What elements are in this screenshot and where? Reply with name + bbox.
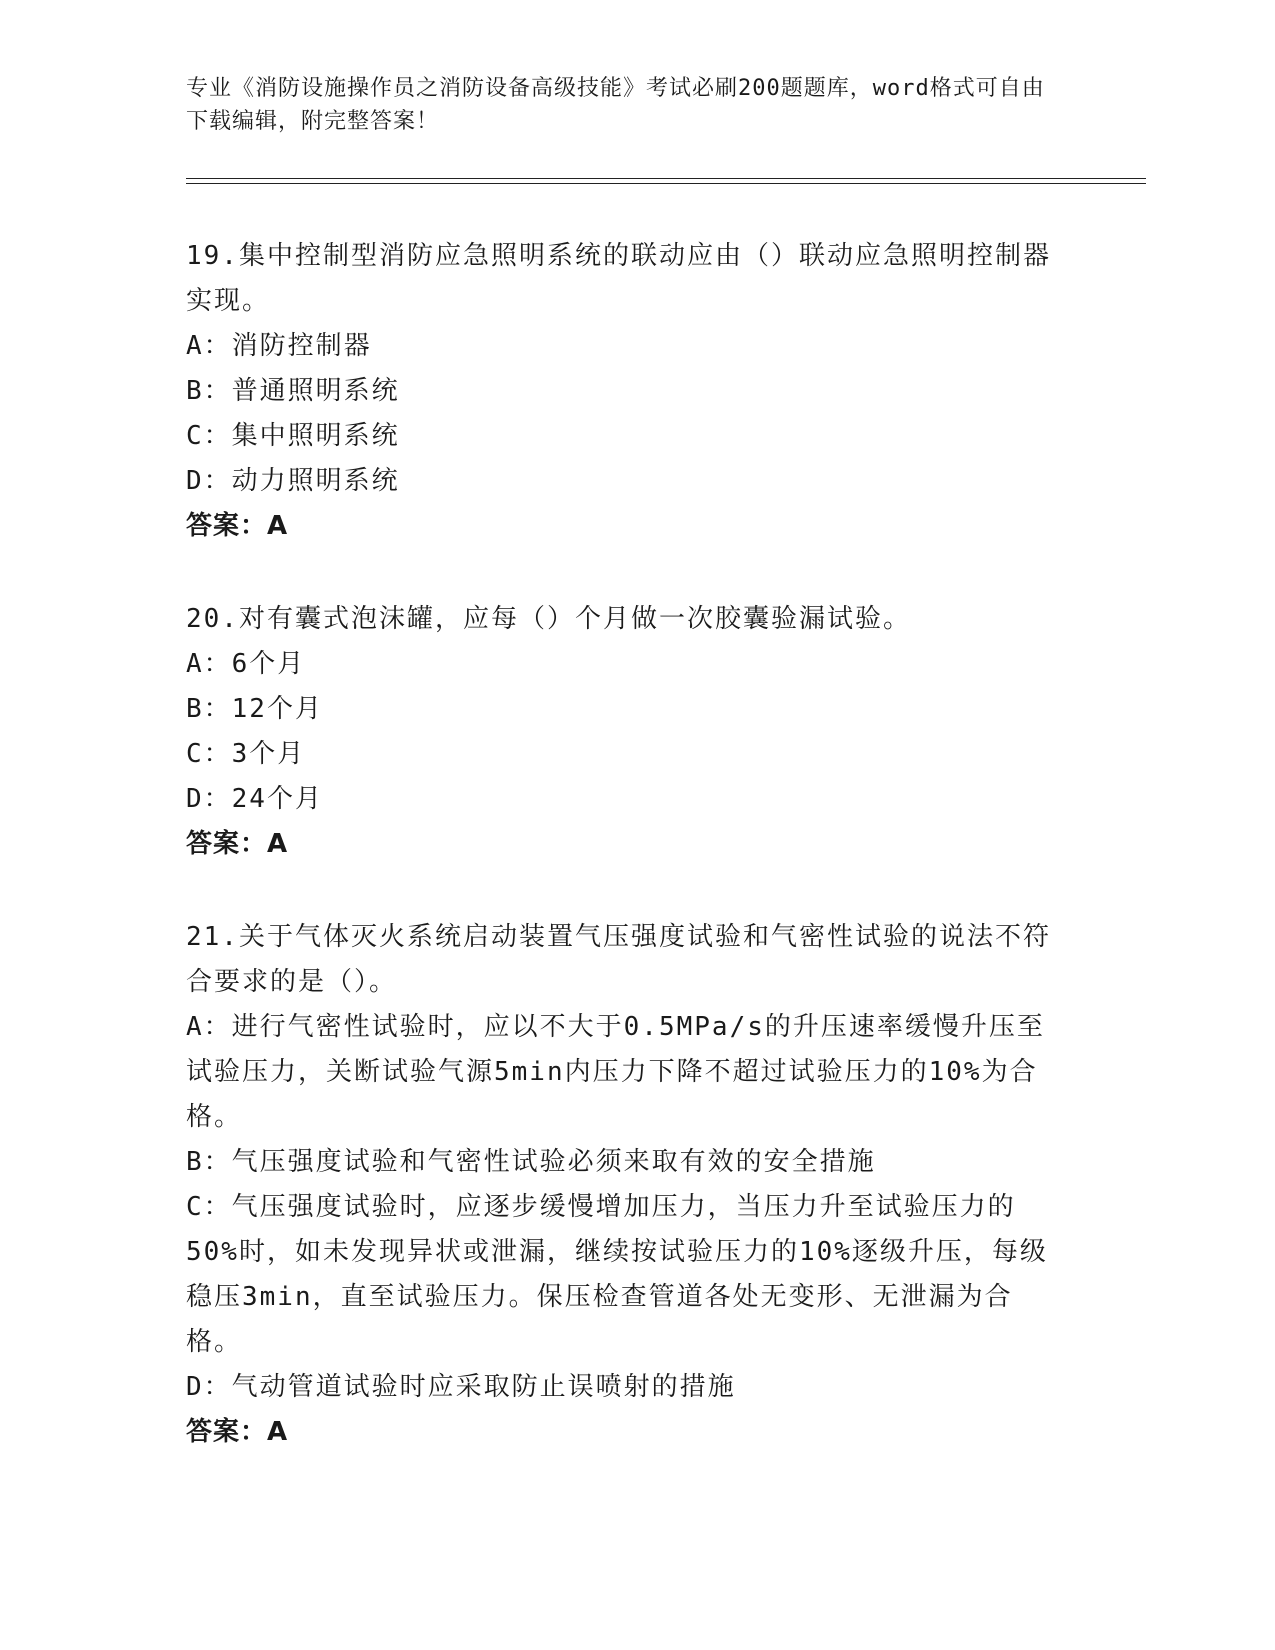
answer: 答案：A xyxy=(186,511,289,541)
option-a: A：6个月 xyxy=(186,649,306,679)
answer: 答案：A xyxy=(186,1417,289,1447)
option-c: C：3个月 xyxy=(186,739,306,769)
option-b: B：气压强度试验和气密性试验必须来取有效的安全措施 xyxy=(186,1147,876,1177)
answer: 答案：A xyxy=(186,829,289,859)
option-b: B：12个月 xyxy=(186,694,323,724)
option-c: C：集中照明系统 xyxy=(186,421,400,451)
question-stem: 21.关于气体灭火系统启动装置气压强度试验和气密性试验的说法不符合要求的是（）。 xyxy=(186,922,1051,997)
header-divider xyxy=(186,178,1146,184)
option-d: D：动力照明系统 xyxy=(186,466,400,496)
question-stem: 20.对有囊式泡沫罐，应每（）个月做一次胶囊验漏试验。 xyxy=(186,604,911,634)
option-c: C：气压强度试验时，应逐步缓慢增加压力，当压力升至试验压力的50%时，如未发现异状或泄漏，继续按试验压力的10%逐级升压，每级稳压3min，直至试验压力。保压检查管道各处无变形、无泄漏为合格。 xyxy=(186,1192,1048,1357)
question-21 xyxy=(186,915,1066,1455)
option-a: A：消防控制器 xyxy=(186,331,372,361)
option-a: A：进行气密性试验时，应以不大于0.5MPa/s的升压速率缓慢升压至试验压力，关断试验气源5min内压力下降不超过试验压力的10%为合格。 xyxy=(186,1012,1045,1132)
option-b: B：普通照明系统 xyxy=(186,376,400,406)
question-stem: 19.集中控制型消防应急照明系统的联动应由（）联动应急照明控制器实现。 xyxy=(186,241,1051,316)
document-header: 专业《消防设施操作员之消防设备高级技能》考试必刷200题题库，word格式可自由下载编辑，附完整答案！ xyxy=(186,76,1045,134)
option-d: D：24个月 xyxy=(186,784,323,814)
question-19 xyxy=(186,234,1066,549)
option-d: D：气动管道试验时应采取防止误喷射的措施 xyxy=(186,1372,736,1402)
question-20 xyxy=(186,597,1066,867)
